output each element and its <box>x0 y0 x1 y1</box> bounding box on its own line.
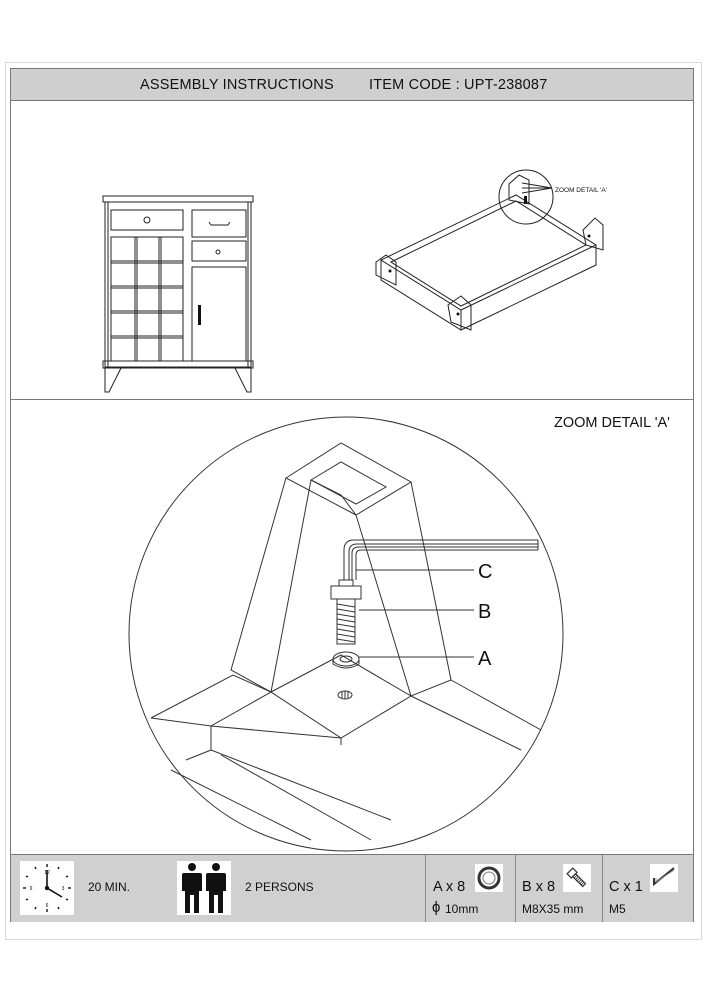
part-b-quantity: B x 8 <box>522 879 556 895</box>
leader-lines <box>356 570 474 657</box>
clock-number-3: 3 <box>61 886 65 892</box>
label-b: B <box>478 601 492 623</box>
clock-number-12: 12 <box>44 870 50 876</box>
persons-required: 2 PERSONS <box>245 880 314 894</box>
part-a-spec: 10mm <box>445 902 479 916</box>
label-a: A <box>478 648 492 670</box>
clock-number-6: 6 <box>45 903 49 909</box>
clock-icon <box>20 861 74 915</box>
allen-key-icon <box>650 864 678 892</box>
part-a-quantity: A x 8 <box>433 879 466 895</box>
zoom-detail-drawing <box>11 400 693 854</box>
base-frame-drawing <box>376 170 603 330</box>
bolt-hole <box>338 691 352 699</box>
zoom-detail-section <box>11 400 693 854</box>
part-c-quantity: C x 1 <box>609 879 643 895</box>
overview-drawings <box>11 100 693 399</box>
overview-zoom-callout: ZOOM DETAIL 'A' <box>555 187 607 194</box>
washer-icon <box>475 864 503 892</box>
item-code: ITEM CODE : UPT-238087 <box>369 77 548 93</box>
callout-hardware-mark <box>524 196 527 204</box>
zoom-detail-title: ZOOM DETAIL 'A' <box>554 415 670 431</box>
cabinet-front-drawing <box>103 196 253 392</box>
two-persons-icon <box>177 861 231 915</box>
corner-leg-detail <box>151 443 541 840</box>
clock-number-9: 9 <box>29 886 33 892</box>
part-c-spec: M5 <box>609 902 626 916</box>
time-estimate: 20 MIN. <box>88 880 131 894</box>
overview-section <box>11 100 693 400</box>
bolt-detail <box>331 580 361 644</box>
zoom-circle <box>129 417 563 851</box>
bolt-icon <box>563 864 591 892</box>
label-c: C <box>478 561 493 583</box>
part-b-spec: M8X35 mm <box>522 902 584 916</box>
footer-bar <box>11 854 693 922</box>
allen-key-detail <box>344 540 538 580</box>
diameter-symbol: ϕ <box>432 899 441 916</box>
header-bar <box>11 69 693 101</box>
door-handle <box>198 305 201 325</box>
page-title: ASSEMBLY INSTRUCTIONS <box>140 77 334 93</box>
washer-detail <box>333 652 359 668</box>
